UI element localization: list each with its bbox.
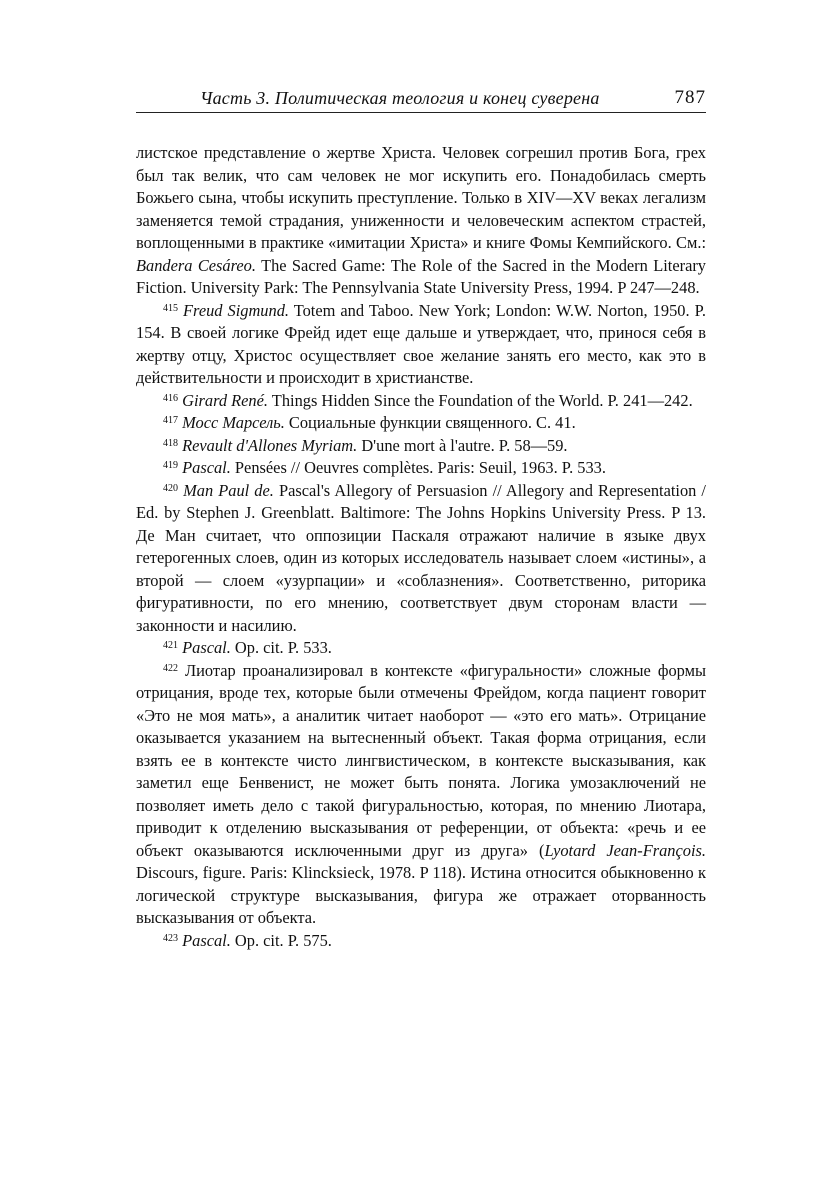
footnote-number: 416 [163, 392, 178, 404]
footnote-text: Op. cit. P. 575. [230, 930, 332, 950]
footnote-number: 420 [163, 482, 178, 494]
footnote-text: листское представление о жертве Христа. Человек согрешил против Бога, грех был так велик, что сам человек не мог искупить его. Понадобилась смерть Божьего сына, чтобы искупить преступление. Только в XIV—XV веках легализм заменяется темой страдания, униженности и человеческим аспектом страстей, воплощенными в практике «имитации Христа» и книге Фомы Кемпийского. См.: [136, 143, 706, 252]
citation-author: Bandera Cesáreo. [136, 255, 256, 275]
footnote-continuation [136, 142, 706, 300]
running-title: Часть 3. Политическая теология и конец суверена [200, 88, 600, 108]
footnote-text: Социальные функции священного. С. 41. [284, 413, 576, 432]
footnote [136, 300, 706, 390]
footnote [136, 390, 706, 413]
footnote-text: Лиотар проанализировал в контексте «фигуральности» сложные формы отрицания, вроде тех, которые были отмечены Фрейдом, когда пациент говорит «Это не моя мать», а аналитик читает наоборот — «это его мать». Отрицание оказывается указанием на вытесненный объект. Такая форма отрицания, если взять ее в контексте чисто лингвистическом, в контексте высказывания, как заметил еще Бенвенист, не может быть понята. Логика умозаключений не позволяет иметь дело с такой фигуральностью, которая, по мнению Лиотара, приводит к отделению высказывания от референции, от объекта: «речь и ее объект оказываются исключенными друг из друга» ( [136, 660, 706, 860]
citation-author: Man Paul de. [183, 480, 274, 500]
footnote-number: 419 [163, 460, 178, 471]
footnotes-body [136, 142, 706, 952]
footnote-text: D'une mort à l'autre. P. 58—59. [357, 435, 568, 455]
footnote-number: 417 [163, 415, 178, 426]
footnote-number: 415 [163, 302, 178, 314]
footnote [136, 435, 706, 458]
citation-author: Pascal. [182, 638, 231, 657]
page-number: 787 [674, 87, 706, 108]
footnote-text: The Sacred Game: The Role of the Sacred in the Modern Literary Fiction. University Park: The Pennsylvania State University Press, 1994. P 247—248. [136, 255, 706, 297]
citation-author: Мосс Марсель. [182, 413, 285, 432]
citation-author: Pascal. [182, 930, 231, 950]
footnote [136, 412, 706, 435]
citation-author: Girard René. [182, 390, 268, 410]
citation-author: Pascal. [182, 458, 231, 477]
footnote-number: 421 [163, 640, 178, 651]
footnote-number: 422 [163, 662, 178, 674]
citation-author: Revault d'Allones Myriam. [182, 435, 358, 455]
running-header [136, 86, 706, 113]
footnote [136, 637, 706, 660]
footnote-number: 423 [163, 932, 178, 944]
footnote [136, 457, 706, 480]
footnote-text: Discours, figure. Paris: Klincksieck, 1978. P 118). Истина относится обыкновенно к логической структуре высказывания, фигура же отражает оторванность высказывания от объекта. [136, 863, 706, 927]
citation-author: Freud Sigmund. [183, 300, 289, 320]
footnote-text: Things Hidden Since the Foundation of the World. P. 241—242. [268, 390, 693, 410]
citation-author: Lyotard Jean-François. [544, 840, 706, 860]
footnote [136, 660, 706, 930]
footnote-text: Pensées // Oeuvres complètes. Paris: Seuil, 1963. P. 533. [230, 458, 606, 477]
footnote-text: Op. cit. P. 533. [230, 638, 332, 657]
footnote [136, 480, 706, 638]
footnote-text: Totem and Taboo. New York; London: W.W. Norton, 1950. P. 154. В своей логике Фрейд идет еще дальше и утверждает, что, принося себя в жертву отцу, Христос осуществляет свое желание занять его место, как это в действительности и происходит в христианстве. [136, 300, 706, 387]
footnote [136, 930, 706, 953]
footnote-number: 418 [163, 437, 178, 449]
footnote-text: Pascal's Allegory of Persuasion // Allegory and Representation / Ed. by Stephen J. Greenblatt. Baltimore: The Johns Hopkins University Press. P 13. Де Ман считает, что оппозиции Паскаля отражают наличие в языке двух гетерогенных слоев, один из которых исследователь называет слоем «истины», а второй — слоем «узурпации» и «соблазнения». Соответственно, риторика фигуративности, по его мнению, соответствует двум сторонам власти — законности и насилию. [136, 480, 706, 635]
